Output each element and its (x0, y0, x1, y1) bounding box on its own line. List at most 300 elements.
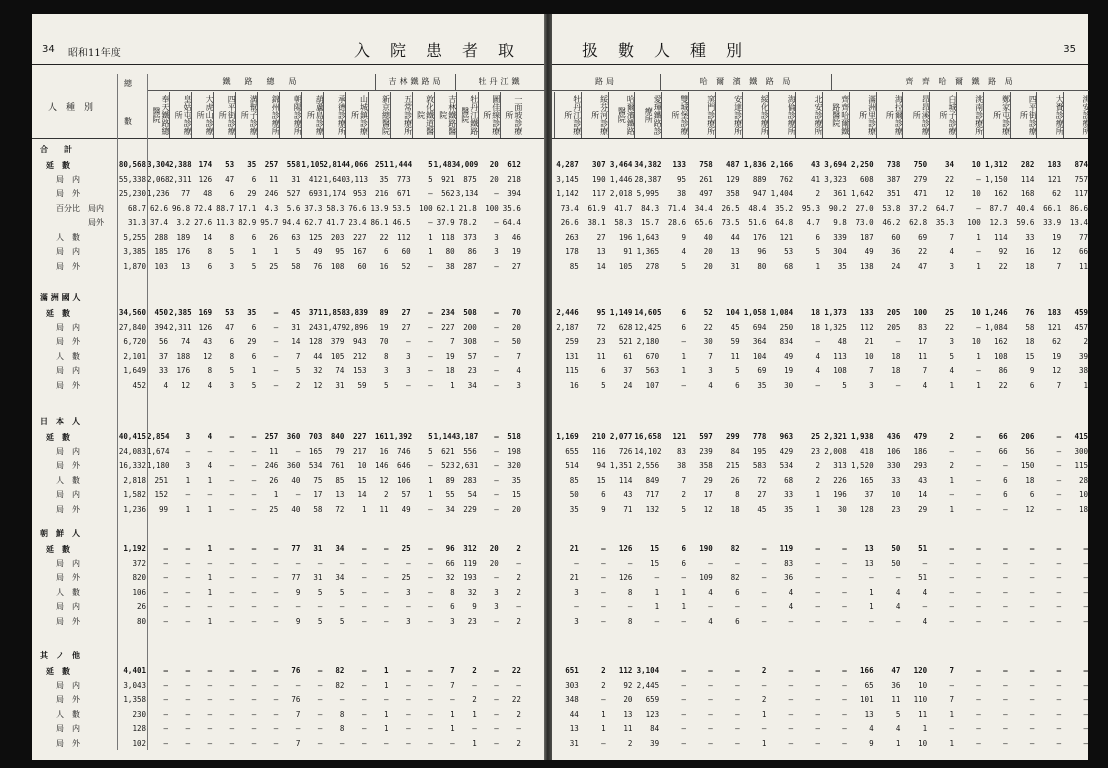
row-value: 69 (757, 366, 767, 375)
row-value: 13 (181, 261, 191, 271)
row-value: 3 (406, 351, 411, 361)
row-value: — (815, 573, 820, 582)
row-value: 18 (891, 366, 901, 375)
row-value: — (361, 666, 367, 675)
row-value: 4 (207, 380, 213, 390)
row-value: 6 (681, 322, 686, 332)
row-value: — (1056, 475, 1062, 485)
row-value: 51 (918, 573, 928, 582)
row-value: — (295, 446, 301, 456)
row-value: 43 (623, 490, 633, 499)
table-row (552, 708, 1088, 722)
row-value: 24 (891, 261, 901, 271)
row-value: 7 (922, 366, 928, 375)
row-label: 局 内 (56, 174, 80, 184)
row-value: 95.3 (801, 203, 820, 213)
row-value: — (976, 475, 981, 485)
row-value: 6 (251, 351, 257, 361)
row-value: — (185, 544, 191, 553)
row-value: — (229, 573, 235, 582)
row-value: 61 (623, 351, 633, 361)
row-value: 22 (918, 247, 928, 256)
row-value: — (494, 573, 499, 582)
row-value: 36 (891, 247, 901, 256)
row-value: 152 (154, 490, 169, 499)
row-value: 14,102 (634, 446, 662, 456)
row-value: 300 (1074, 446, 1088, 456)
row-value: 58.3 (326, 203, 345, 213)
row-value: 1 (949, 475, 954, 485)
row-value: 50 (891, 558, 901, 568)
row-value: — (361, 587, 367, 597)
row-value: 7 (295, 738, 301, 748)
table-row (552, 615, 1088, 629)
row-value: 5,995 (636, 189, 660, 198)
row-value: 121 (1047, 322, 1062, 332)
row-value: 1 (450, 380, 455, 390)
row-value: 69 (918, 232, 928, 242)
row-value: 22 (511, 666, 521, 675)
row-value: — (976, 573, 981, 582)
row-total: 1,192 (123, 544, 146, 553)
row-value: 53.5 (392, 203, 411, 213)
row-value: 2,311 (169, 174, 192, 184)
row-value: 35 (247, 160, 257, 169)
row-value: 4 (869, 724, 874, 733)
row-total: 3,385 (123, 247, 146, 256)
row-value: 5 (815, 247, 820, 256)
row-value: 190 (699, 544, 713, 553)
row-value: 19 (784, 366, 794, 375)
table-row (552, 231, 1088, 245)
row-value: 7 (681, 475, 686, 485)
row-value: — (1029, 724, 1035, 733)
row-value: 1 (949, 380, 954, 390)
row-value: 83 (918, 322, 928, 332)
row-value: — (681, 695, 686, 704)
row-value: 5 (295, 366, 301, 375)
row-value: — (251, 724, 257, 733)
row-value: — (273, 337, 279, 346)
row-value: 11 (269, 174, 279, 184)
row-total: 2,101 (123, 351, 146, 361)
title-rule-right (552, 64, 1088, 65)
row-value: 26 (269, 475, 279, 485)
row-value: 125 (308, 232, 323, 242)
row-value: — (1056, 490, 1062, 499)
row-value: — (516, 602, 521, 611)
row-value: — (1029, 544, 1035, 553)
row-value: 1 (949, 738, 954, 748)
row-value: 20 (703, 261, 713, 271)
row-value: — (251, 616, 257, 626)
row-value: 131 (565, 351, 579, 361)
table-row (32, 615, 544, 629)
row-value: — (428, 724, 433, 733)
row-value: — (1003, 587, 1008, 597)
row-value: 303 (565, 680, 579, 690)
row-value: 11 (379, 504, 389, 514)
row-value: — (207, 680, 213, 690)
row-value: — (384, 738, 389, 748)
row-total: 820 (132, 573, 146, 582)
row-value: 1 (428, 247, 433, 256)
row-value: 126 (198, 322, 213, 332)
row-value: 717 (645, 490, 660, 499)
group-road-bureau: 路局 (552, 74, 660, 91)
row-value: 6 (207, 261, 213, 271)
row-value: 227 (352, 232, 367, 242)
row-value: 1 (428, 232, 433, 242)
row-value: 2 (472, 695, 477, 704)
row-value: — (317, 709, 323, 719)
row-value: 12,425 (634, 322, 662, 332)
row-value: 126 (198, 174, 213, 184)
row-value: 646 (397, 461, 411, 470)
row-value: — (1003, 573, 1008, 582)
row-value: — (681, 666, 686, 675)
row-value: 1 (251, 247, 257, 256)
row-value: 5 (229, 247, 235, 256)
row-value: — (229, 475, 235, 485)
row-value: 351 (886, 189, 901, 198)
row-value: 176 (176, 247, 191, 256)
row-value: 7 (949, 695, 954, 704)
row-value: 71.4 (667, 203, 686, 213)
row-value: 116 (592, 446, 606, 456)
row-value: 4 (949, 366, 954, 375)
row-value: — (1029, 602, 1035, 611)
row-value: — (207, 695, 213, 704)
row-value: 51.6 (748, 218, 767, 227)
row-value: 15 (1025, 351, 1035, 361)
row-value: 14 (357, 490, 367, 499)
row-value: 6 (251, 322, 257, 332)
row-value: 436 (886, 432, 901, 441)
row-value: 1 (681, 351, 686, 361)
row-total: 26 (136, 602, 146, 611)
row-value: 379 (330, 337, 345, 346)
row-value: 758 (699, 160, 713, 169)
row-value: 73.5 (721, 218, 740, 227)
row-value: — (207, 602, 213, 611)
row-label: 延 數 (46, 160, 70, 170)
row-value: 10 (1078, 490, 1088, 499)
station-column-header: 吉林鐵路醫院 (434, 92, 457, 138)
row-value: — (516, 558, 521, 568)
row-label: 延 數 (46, 666, 70, 676)
station-column-header: 溝幫子診療所 (235, 92, 258, 138)
row-value: 68 (784, 475, 794, 485)
row-value: 1 (976, 380, 981, 390)
table-row (32, 445, 544, 459)
row-value: 47 (225, 174, 235, 184)
row-value: 6 (681, 558, 686, 568)
row-value: — (1056, 587, 1062, 597)
row-value: — (251, 475, 257, 485)
row-value: — (976, 174, 981, 184)
row-value: 282 (1020, 160, 1035, 169)
row-value: 726 (618, 446, 633, 456)
row-value: 373 (463, 232, 477, 242)
row-value: 21.8 (458, 203, 477, 213)
row-value: 2 (949, 432, 954, 441)
row-value: — (681, 337, 686, 346)
table-row (552, 600, 1088, 614)
row-value: 339 (833, 232, 847, 242)
row-value: 117 (592, 189, 606, 198)
row-value: 3,187 (455, 432, 479, 441)
row-total: 102 (132, 738, 146, 748)
row-value: 5 (295, 247, 301, 256)
row-value: 3 (384, 366, 389, 375)
row-value: — (788, 680, 794, 690)
row-value: — (428, 380, 433, 390)
row-value: 40.4 (1016, 203, 1035, 213)
row-value: — (976, 446, 981, 456)
row-value: 1 (681, 366, 686, 375)
row-value: — (788, 695, 794, 704)
row-value: 162 (994, 337, 1008, 346)
row-value: — (273, 587, 279, 597)
row-label: 局 内 (56, 490, 80, 499)
row-value: — (815, 558, 820, 568)
row-value: 4 (815, 366, 820, 375)
row-value: 358 (726, 189, 740, 198)
table-row (32, 722, 544, 736)
row-value: 48 (837, 337, 847, 346)
row-value: 387 (886, 174, 901, 184)
row-value: 48.4 (748, 203, 767, 213)
station-column-header: 承德診療所 (323, 92, 346, 138)
row-value: — (494, 366, 499, 375)
row-value: 3,839 (345, 308, 369, 317)
row-label: 局 外 (56, 461, 80, 470)
row-value: 63 (291, 232, 301, 242)
row-total: 24,083 (118, 446, 146, 456)
row-value: 487 (726, 160, 740, 169)
row-value: 1 (761, 738, 767, 748)
row-value: 76 (313, 261, 323, 271)
row-value: 6 (735, 380, 740, 390)
table-row (32, 542, 544, 556)
row-value: 1 (654, 587, 660, 597)
row-value: 4 (207, 432, 213, 441)
table-row (552, 158, 1088, 172)
row-value: 5 (842, 380, 847, 390)
row-value: 166 (860, 666, 874, 675)
row-value: 4 (708, 616, 713, 626)
row-value: 37.9 (436, 218, 455, 227)
table-row (552, 364, 1088, 378)
row-value: 106 (886, 446, 901, 456)
table-row (32, 158, 544, 172)
row-value: — (207, 724, 213, 733)
row-value: — (163, 558, 169, 568)
row-value: 6 (1029, 490, 1035, 499)
row-value: — (761, 724, 767, 733)
row-value: 28,387 (634, 174, 662, 184)
row-value: 95 (335, 247, 345, 256)
column-divider (147, 74, 148, 750)
row-value: — (406, 602, 411, 611)
row-value: — (428, 337, 433, 346)
row-value: 62 (1052, 337, 1062, 346)
row-value: 22 (944, 174, 954, 184)
row-value: 2 (1083, 337, 1088, 346)
row-value: 10 (971, 160, 981, 169)
row-value: 4 (922, 587, 928, 597)
row-value: — (601, 695, 606, 704)
row-value: 25 (269, 261, 279, 271)
row-total: 3,043 (123, 680, 146, 690)
row-value: — (251, 680, 257, 690)
row-value: 889 (752, 174, 767, 184)
row-value: 1,479 (323, 322, 346, 332)
row-value: — (601, 573, 606, 582)
row-value: 128 (308, 337, 323, 346)
row-total: 25,230 (118, 189, 146, 198)
row-value: 1 (949, 709, 954, 719)
row-value: — (627, 558, 633, 568)
table-row (552, 571, 1088, 585)
row-value: 6 (735, 616, 740, 626)
row-value: 153 (352, 366, 367, 375)
row-value: — (185, 573, 191, 582)
row-value: 198 (507, 446, 521, 456)
row-value: 21 (569, 544, 579, 553)
row-value: 30 (784, 380, 794, 390)
row-value: 5 (317, 587, 323, 597)
row-value: 218 (507, 174, 521, 184)
row-value: 64.7 (935, 203, 954, 213)
row-value: 89 (379, 308, 389, 317)
row-value: 47 (225, 322, 235, 332)
row-value: 13 (864, 709, 874, 719)
row-value: 210 (592, 432, 606, 441)
row-value: 53.8 (882, 203, 901, 213)
row-value: 1,150 (985, 174, 1008, 184)
row-value: — (788, 666, 794, 675)
row-value: 66 (998, 432, 1008, 441)
group-harbin: 哈 爾 濱 鐵 路 局 (660, 74, 832, 91)
row-value: 44 (569, 709, 579, 719)
row-value: — (163, 724, 169, 733)
row-value: — (428, 261, 433, 271)
row-value: 534 (308, 461, 323, 470)
row-label: 局 内 (56, 322, 80, 332)
station-column-header: 白城子診療所 (929, 92, 957, 138)
category-header: 人 種 別 (48, 103, 94, 113)
row-value: 251 (154, 475, 169, 485)
row-value: — (895, 380, 901, 390)
row-value: — (601, 602, 606, 611)
row-value: 3 (450, 616, 455, 626)
row-value: — (185, 446, 191, 456)
row-value: 7 (949, 232, 954, 242)
row-value: 3 (574, 587, 579, 597)
row-value: 26 (730, 475, 740, 485)
row-value: 101 (860, 695, 874, 704)
row-value: 72 (757, 475, 767, 485)
row-value: 4 (163, 380, 169, 390)
row-value: — (185, 558, 191, 568)
row-value: 6 (735, 587, 740, 597)
row-value: 3,694 (824, 160, 847, 169)
row-value: — (708, 695, 713, 704)
row-value: 74 (335, 366, 345, 375)
row-value: 471 (913, 189, 928, 198)
row-value: — (494, 337, 499, 346)
row-value: — (1056, 602, 1062, 611)
row-value: 43 (810, 160, 820, 169)
row-value: 26 (269, 232, 279, 242)
row-value: 6 (681, 308, 686, 317)
row-value: 1,392 (389, 432, 413, 441)
row-value: 19 (1052, 351, 1062, 361)
row-value: 2,446 (556, 308, 579, 317)
row-value: — (976, 666, 981, 675)
row-value: — (406, 666, 411, 675)
row-value: 23 (891, 504, 901, 514)
row-value: 133 (672, 160, 686, 169)
row-value: 4 (895, 587, 901, 597)
row-value: 3,464 (609, 160, 633, 169)
row-value: 4 (895, 724, 901, 733)
table-row (552, 445, 1088, 459)
row-value: — (815, 544, 820, 553)
row-value: 562 (441, 189, 455, 198)
row-value: 14 (596, 261, 606, 271)
row-value: — (229, 616, 235, 626)
row-value: 40 (291, 504, 301, 514)
row-value: 874 (1074, 160, 1088, 169)
row-value: 534 (779, 461, 794, 470)
row-value: 1 (472, 738, 477, 748)
row-value: — (1003, 666, 1008, 675)
row-value: 10 (971, 189, 981, 198)
row-value: 20 (489, 174, 499, 184)
row-value: 100 (913, 308, 928, 317)
row-value: 6 (1003, 490, 1008, 499)
row-value: 2,631 (455, 461, 479, 470)
row-value: 1 (681, 602, 686, 611)
row-value: 105 (618, 261, 633, 271)
row-value: 66 (445, 558, 455, 568)
station-column-header: 奉天鐵路總醫院 (147, 92, 170, 138)
row-value: — (1056, 432, 1062, 441)
row-value: — (949, 724, 954, 733)
row-value: 1 (601, 724, 606, 733)
row-value: 1 (384, 666, 389, 675)
row-value: — (1003, 544, 1008, 553)
row-value: 459 (1074, 308, 1088, 317)
row-value: 7 (295, 709, 301, 719)
row-value: — (494, 461, 499, 470)
row-value: 37 (159, 351, 169, 361)
row-value: 479 (913, 432, 928, 441)
station-column-header: 海倫診療所 (768, 92, 796, 138)
row-label: 局 内 (56, 247, 80, 256)
row-value: 22 (944, 322, 954, 332)
row-value: — (317, 738, 323, 748)
row-value: 31 (569, 738, 579, 748)
row-value: 78.2 (458, 218, 477, 227)
row-value: 79 (335, 446, 345, 456)
row-value: 68 (784, 261, 794, 271)
row-value: — (1003, 616, 1008, 626)
row-value: 35 (569, 504, 579, 514)
